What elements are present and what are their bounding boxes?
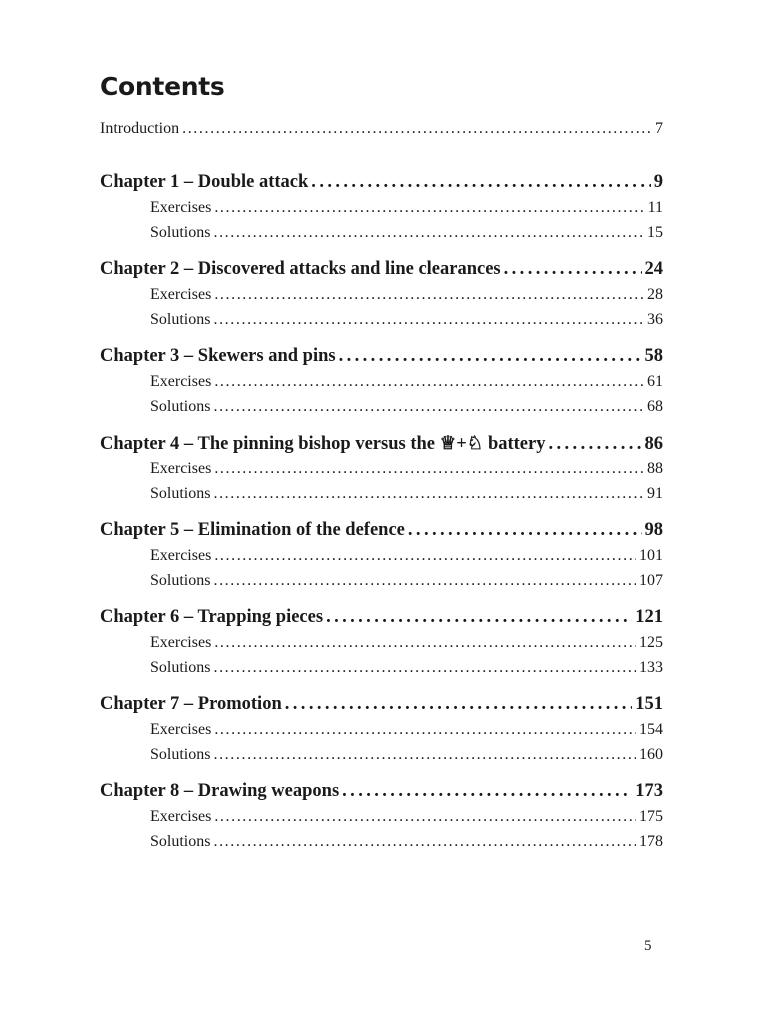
dot-leader xyxy=(214,286,644,304)
subentry-page: 91 xyxy=(647,485,663,502)
dot-leader xyxy=(548,434,641,455)
subentry-label: Exercises xyxy=(150,721,212,738)
dot-leader xyxy=(214,634,636,652)
subentry-label: Solutions xyxy=(150,485,211,502)
subentry-label: Exercises xyxy=(150,808,212,825)
toc-chapter-6-exercises[interactable] xyxy=(150,634,663,652)
subentry-page: 28 xyxy=(647,286,663,303)
subentry-page: 178 xyxy=(639,833,663,850)
subentry-label: Solutions xyxy=(150,659,211,676)
toc-chapter-1-exercises[interactable] xyxy=(150,199,663,217)
toc-chapter-2-solutions[interactable] xyxy=(150,311,663,329)
subentry-page: 160 xyxy=(639,746,663,763)
toc-chapter-4-exercises[interactable] xyxy=(150,460,663,478)
chapter-title: Chapter 1 – Double attack xyxy=(100,172,309,192)
subentry-label: Exercises xyxy=(150,460,212,477)
dot-leader xyxy=(213,398,644,416)
toc-chapter-5-solutions[interactable] xyxy=(150,572,663,590)
dot-leader xyxy=(213,224,644,242)
subentry-page: 133 xyxy=(639,659,663,676)
chapter-title: Chapter 3 – Skewers and pins xyxy=(100,346,336,366)
chapter-title: Chapter 2 – Discovered attacks and line clearances xyxy=(100,259,501,279)
toc-entry-introduction[interactable] xyxy=(100,120,663,138)
dot-leader xyxy=(213,746,636,764)
subentry-page: 88 xyxy=(647,460,663,477)
toc-chapter-8-exercises[interactable] xyxy=(150,808,663,826)
dot-leader xyxy=(214,199,644,217)
dot-leader xyxy=(285,694,633,715)
chapter-page: 121 xyxy=(635,607,663,627)
chapter-page: 9 xyxy=(653,172,663,192)
subentry-label: Solutions xyxy=(150,746,211,763)
toc-chapter-8-solutions[interactable] xyxy=(150,833,663,851)
dot-leader xyxy=(214,721,636,739)
toc-chapter-7-solutions[interactable] xyxy=(150,746,663,764)
toc-chapter-4-solutions[interactable] xyxy=(150,485,663,503)
chapter-page: 58 xyxy=(644,346,663,366)
dot-leader xyxy=(342,781,632,802)
dot-leader xyxy=(311,172,650,193)
dot-leader xyxy=(213,572,636,590)
chapter-page: 86 xyxy=(644,434,663,454)
subentry-label: Exercises xyxy=(150,286,212,303)
dot-leader xyxy=(326,607,632,628)
subentry-label: Solutions xyxy=(150,398,211,415)
toc-entry-label: Introduction xyxy=(100,120,180,137)
dot-leader xyxy=(214,808,636,826)
toc-chapter-8[interactable] xyxy=(100,781,663,802)
subentry-page: 11 xyxy=(647,199,663,216)
subentry-page: 36 xyxy=(647,311,663,328)
subentry-page: 68 xyxy=(647,398,663,415)
chapter-title: Chapter 4 – The pinning bishop versus the ♕+♘ battery xyxy=(100,434,546,454)
toc-chapter-6[interactable] xyxy=(100,607,663,628)
subentry-label: Solutions xyxy=(150,833,211,850)
subentry-page: 61 xyxy=(647,373,663,390)
dot-leader xyxy=(339,346,642,367)
toc-chapter-1[interactable] xyxy=(100,172,663,193)
chapter-title: Chapter 5 – Elimination of the defence xyxy=(100,520,405,540)
chapter-page: 173 xyxy=(635,781,663,801)
subentry-page: 175 xyxy=(639,808,663,825)
toc-chapter-4[interactable] xyxy=(100,433,663,455)
page-title: Contents xyxy=(100,72,225,101)
chapter-title: Chapter 6 – Trapping pieces xyxy=(100,607,324,627)
subentry-page: 15 xyxy=(647,224,663,241)
subentry-page: 125 xyxy=(639,634,663,651)
dot-leader xyxy=(214,460,644,478)
toc-chapter-7[interactable] xyxy=(100,694,663,715)
dot-leader xyxy=(213,311,644,329)
toc-chapter-3-solutions[interactable] xyxy=(150,398,663,416)
subentry-label: Exercises xyxy=(150,373,212,390)
subentry-page: 154 xyxy=(639,721,663,738)
toc-entry-page: 7 xyxy=(655,120,663,137)
chapter-title: Chapter 7 – Promotion xyxy=(100,694,282,714)
chapter-page: 98 xyxy=(644,520,663,540)
toc-chapter-7-exercises[interactable] xyxy=(150,721,663,739)
dot-leader xyxy=(182,120,652,138)
page-number: 5 xyxy=(644,938,652,954)
toc-chapter-1-solutions[interactable] xyxy=(150,224,663,242)
subentry-label: Exercises xyxy=(150,547,212,564)
dot-leader xyxy=(213,833,636,851)
subentry-label: Solutions xyxy=(150,572,211,589)
dot-leader xyxy=(408,520,642,541)
toc-chapter-2-exercises[interactable] xyxy=(150,286,663,304)
dot-leader xyxy=(214,547,636,565)
subentry-label: Solutions xyxy=(150,224,211,241)
toc-chapter-3-exercises[interactable] xyxy=(150,373,663,391)
toc-chapter-3[interactable] xyxy=(100,346,663,367)
dot-leader xyxy=(504,259,642,280)
chapter-page: 24 xyxy=(644,259,663,279)
chapter-page: 151 xyxy=(635,694,663,714)
subentry-page: 107 xyxy=(639,572,663,589)
toc-chapter-5[interactable] xyxy=(100,520,663,541)
dot-leader xyxy=(213,485,644,503)
subentry-label: Solutions xyxy=(150,311,211,328)
dot-leader xyxy=(213,659,636,677)
chapter-title: Chapter 8 – Drawing weapons xyxy=(100,781,340,801)
subentry-label: Exercises xyxy=(150,199,212,216)
subentry-page: 101 xyxy=(639,547,663,564)
toc-chapter-6-solutions[interactable] xyxy=(150,659,663,677)
toc-chapter-5-exercises[interactable] xyxy=(150,547,663,565)
toc-chapter-2[interactable] xyxy=(100,259,663,280)
subentry-label: Exercises xyxy=(150,634,212,651)
dot-leader xyxy=(214,373,644,391)
